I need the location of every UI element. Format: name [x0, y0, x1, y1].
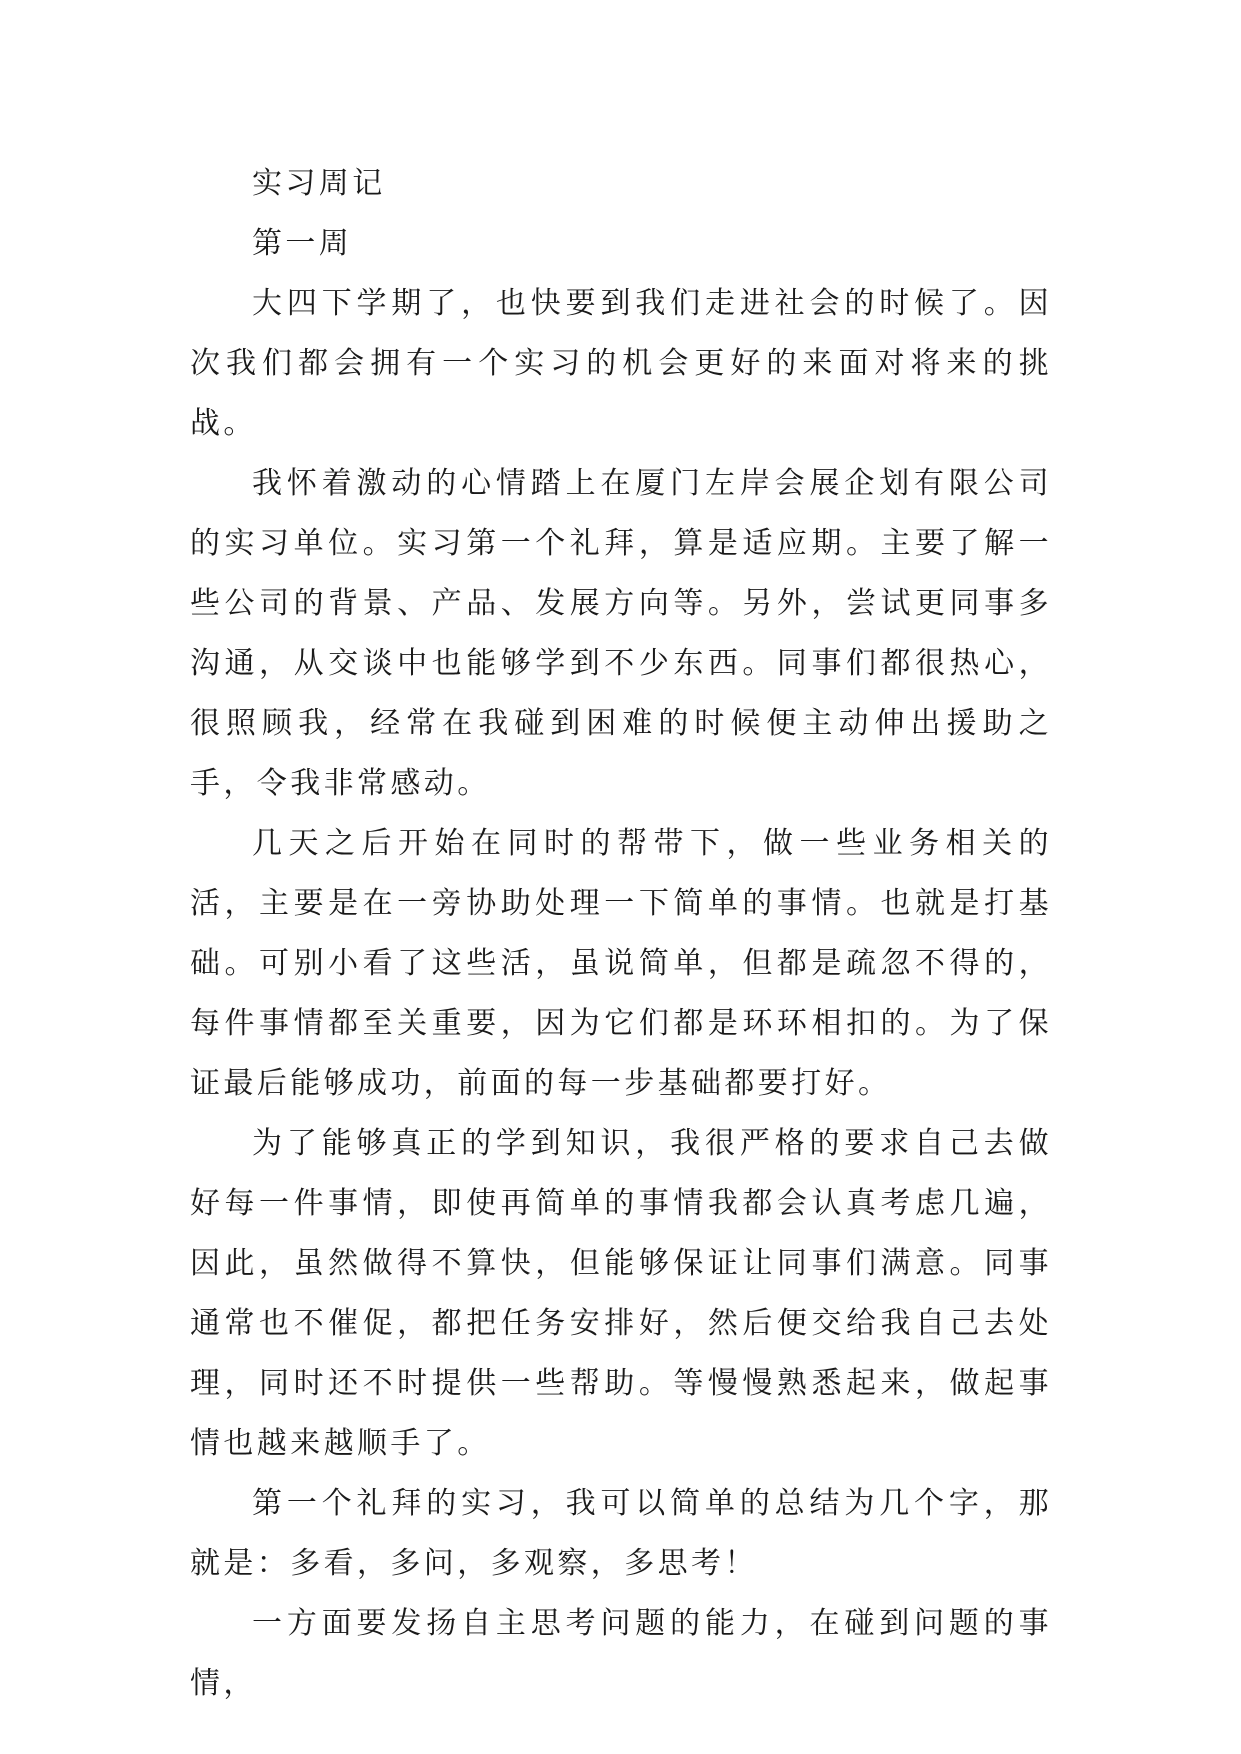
paragraph: 几天之后开始在同时的帮带下，做一些业务相关的活，主要是在一旁协助处理一下简单的事情。也就是打基础。可别小看了这些活，虽说简单，但都是疏忽不得的，每件事情都至关重要，因为它们都是环环相扣的。为了保证最后能够成功，前面的每一步基础都要打好。 — [190, 826, 1052, 1101]
document-title: 实习周记 — [252, 166, 386, 201]
paragraph: 第一个礼拜的实习，我可以简单的总结为几个字，那就是：多看，多问，多观察，多思考！ — [190, 1486, 1052, 1581]
paragraph: 为了能够真正的学到知识，我很严格的要求自己去做好每一件事情，即使再简单的事情我都会认真考虑几遍，因此，虽然做得不算快，但能够保证让同事们满意。同事通常也不催促，都把任务安排好，然后便交给我自己去处理，同时还不时提供一些帮助。等慢慢熟悉起来，做起事情也越来越顺手了。 — [190, 1126, 1052, 1461]
document-body — [190, 154, 1052, 1714]
paragraph: 一方面要发扬自主思考问题的能力，在碰到问题的事情， — [190, 1606, 1052, 1701]
paragraph: 我怀着激动的心情踏上在厦门左岸会展企划有限公司的实习单位。实习第一个礼拜，算是适应期。主要了解一些公司的背景、产品、发展方向等。另外，尝试更同事多沟通，从交谈中也能够学到不少东西。同事们都很热心，很照顾我，经常在我碰到困难的时候便主动伸出援助之手，令我非常感动。 — [190, 466, 1052, 801]
week-heading: 第一周 — [252, 226, 353, 261]
paragraph: 大四下学期了，也快要到我们走进社会的时候了。因次我们都会拥有一个实习的机会更好的来面对将来的挑战。 — [190, 286, 1052, 441]
